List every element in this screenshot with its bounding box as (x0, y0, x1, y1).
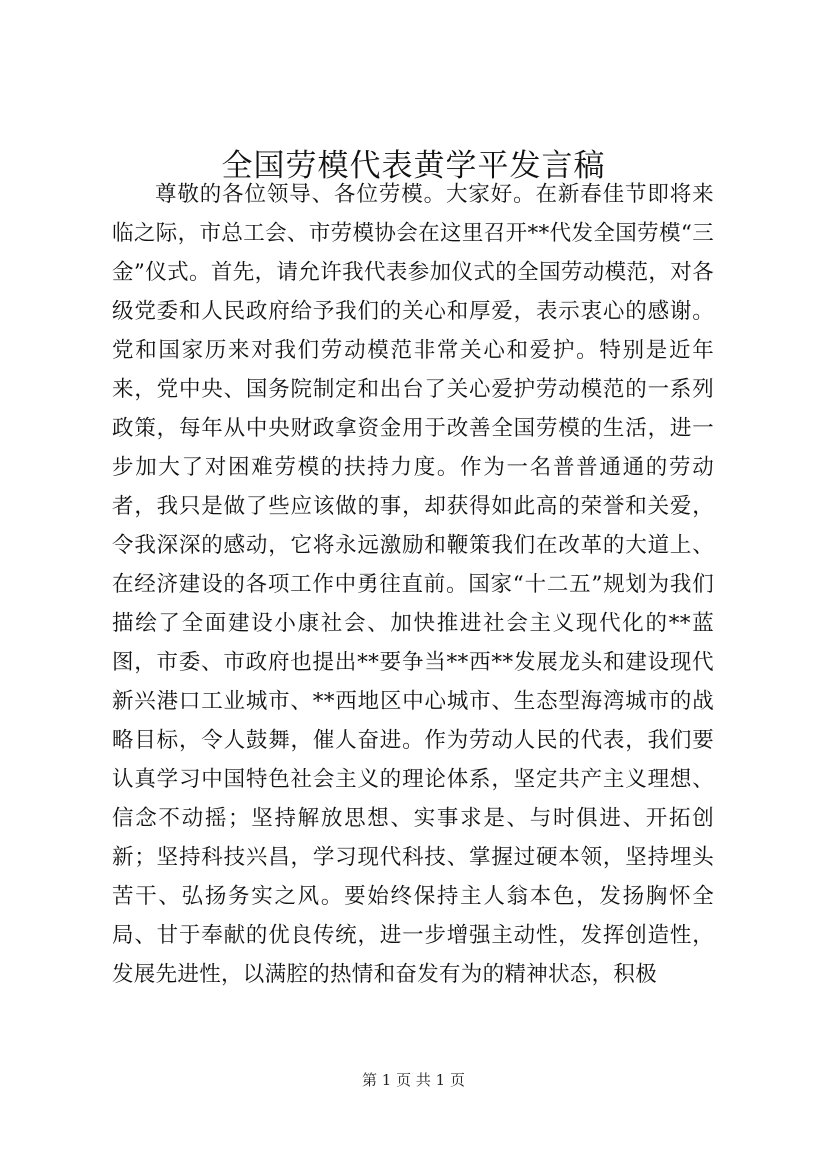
document-body-paragraph: 尊敬的各位领导、各位劳模。大家好。在新春佳节即将来临之际，市总工会、市劳模协会在这里召开**代发全国劳模“三金”仪式。首先，请允许我代表参加仪式的全国劳动模范，对各级党委和人民政府给予我们的关心和厚爱，表示衷心的感谢。党和国家历来对我们劳动模范非常关心和爱护。特别是近年来，党中央、国务院制定和出台了关心爱护劳动模范的一系列政策，每年从中央财政拿资金用于改善全国劳模的生活，进一步加大了对困难劳模的扶持力度。作为一名普普通通的劳动者，我只是做了些应该做的事，却获得如此高的荣誉和关爱，令我深深的感动，它将永远激励和鞭策我们在改革的大道上、在经济建设的各项工作中勇往直前。国家“十二五”规划为我们描绘了全面建设小康社会、加快推进社会主义现代化的**蓝图，市委、市政府也提出**要争当**西**发展龙头和建设现代新兴港口工业城市、**西地区中心城市、生态型海湾城市的战略目标，令人鼓舞，催人奋进。作为劳动人民的代表，我们要认真学习中国特色社会主义的理论体系，坚定共产主义理想、信念不动摇；坚持解放思想、实事求是、与时俱进、开拓创新；坚持科技兴昌，学习现代科技、掌握过硬本领，坚持埋头苦干、弘扬务实之风。要始终保持主人翁本色，发扬胸怀全局、甘于奉献的优良传统，进一步增强主动性，发挥创造性，发展先进性，以满腔的热情和奋发有为的精神状态，积极 (112, 182, 714, 987)
document-title: 全国劳模代表黄学平发言稿 (221, 148, 606, 184)
page-number-footer: 第 1 页 共 1 页 (362, 1071, 465, 1089)
